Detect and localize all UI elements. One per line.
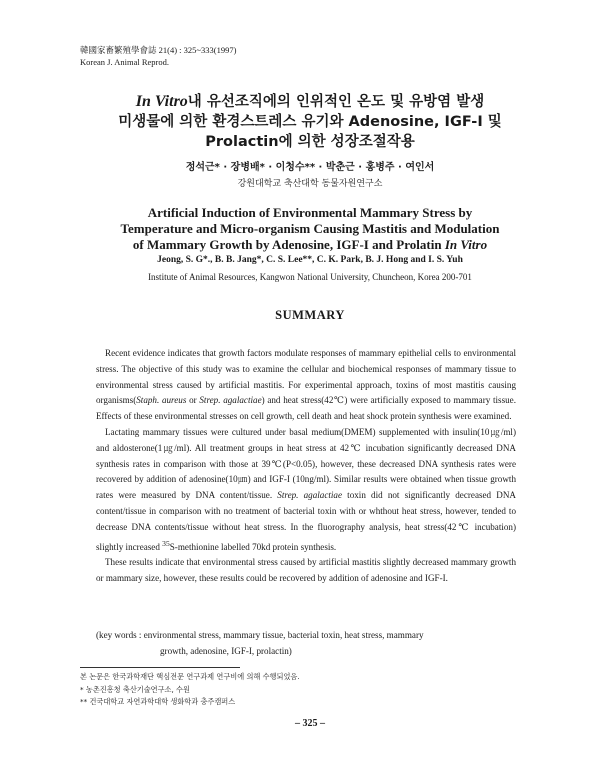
korean-title-line2: 미생물에 의한 환경스트레스 유기와 Adenosine, IGF-I 및 <box>118 114 502 130</box>
korean-title-line1 <box>80 92 540 112</box>
korean-title-line3: Prolactin에 의한 성장조절작용 <box>205 134 415 150</box>
english-title-line2: Temperature and Micro-organism Causing Mastitis and Modulation <box>120 221 500 236</box>
p1-species-1: Staph. aureus <box>136 395 187 406</box>
p2-isotope: 35 <box>162 538 170 548</box>
journal-citation-english: Korean J. Animal Reprod. <box>80 57 169 67</box>
english-authors: Jeong, S. G*., B. B. Jang*, C. S. Lee**, C. K. Park, B. J. Hong and I. S. Yuh <box>157 255 463 265</box>
english-title-line3 <box>80 237 540 253</box>
p1-text-a: Recent evidence indicates that growth factors modulate responses of mammary epithelial cells to environmental stress. The objective of this study was to examine the cellular and biochemical responses of mammary tissue to environmental stress caused by artificial mastitis. For experimental approach, toxins of most mastitis causing organisms( <box>96 348 516 406</box>
keywords-line1: (key words : environmental stress, mammary tissue, bacterial toxin, heat stress, mammary <box>96 630 424 640</box>
journal-citation-korean: 韓國家畜繁殖學會誌 21(4) : 325~333(1997) <box>80 45 237 55</box>
korean-title-italic: In Vitro <box>135 93 188 110</box>
english-title-line3-prefix: of Mammary Growth by Adenosine, IGF-I and Prolatin <box>132 237 445 252</box>
english-title-line1: Artificial Induction of Environmental Mammary Stress by <box>147 205 473 220</box>
footnote-affiliation-1: * 농촌진흥청 축산기술연구소, 수원 <box>80 684 190 694</box>
korean-authors: 정석근* · 장병배* · 이청수** · 박춘근 · 홍병주 · 여인서 <box>185 162 435 173</box>
p1-species-2: Strep. agalactiae <box>199 395 262 406</box>
footnote-funding: 본 논문은 한국과학재단 핵심전문 연구과제 연구비에 의해 수행되었음. <box>80 672 300 681</box>
abstract-paragraph-2 <box>96 425 516 555</box>
english-title <box>80 205 540 253</box>
keywords <box>96 628 516 659</box>
p2-text-b: toxin did not significantly decreased DNA content/tissue in comparison with no treatment of bacterial toxin with or whthout heat stress, however, tended to decrease DNA contents/tissue without heat stress. In the fluorography analysis, heat stress(42℃ incubation) slightly increased <box>96 490 516 552</box>
footnotes <box>80 671 300 709</box>
abstract-body <box>96 346 516 587</box>
korean-institution: 강원대학교 축산대학 동물자원연구소 <box>237 179 383 189</box>
abstract-paragraph-3: These results indicate that environmental stress caused by artificial mastitis slightly decreased mammary growth or mammary size, however, these results could be recovered by addition of adenosine and IGF-I. <box>96 557 516 584</box>
english-institution: Institute of Animal Resources, Kangwon National University, Chuncheon, Korea 200-701 <box>148 272 472 282</box>
p2-species: Strep. agalactiae <box>277 490 342 501</box>
korean-title <box>80 92 540 152</box>
summary-heading: SUMMARY <box>275 308 345 322</box>
journal-citation <box>80 44 236 68</box>
footnote-divider <box>80 667 240 668</box>
english-title-italic: In Vitro <box>444 237 488 252</box>
page-number: – 325 – <box>295 718 325 729</box>
korean-title-line1-rest: 내 유선조직에의 인위적인 온도 및 유방염 발생 <box>187 94 485 110</box>
p2-text-c: S-methionine labelled 70kd protein synthesis. <box>169 541 337 552</box>
abstract-paragraph-1 <box>96 346 516 425</box>
p1-text-c: ) and heat stress(42℃) were artificially exposed to mammary tissue. Effects of these environmental stresses on cell growth, cell death and heat shock protein synthesis were examined. <box>96 395 516 422</box>
p2-text-a: Lactating mammary tissues were cultured under basal medium(DMEM) supplemented with insulin(10㎍/ml) and aldosterone(1㎍/ml). All treatment groups in heat stress at 42℃ incubation significantly decreased DNA synthesis rates in comparison with those at 39℃(P<0.05), however, these decreased DNA synthesis rates were recovered by addition of adenosine(10㎛) and IGF-I (10ng/ml). Similar results were obtained when tissue growth rates were measured by DNA content/tissue. <box>96 426 516 501</box>
keywords-line2: growth, adenosine, IGF-I, prolactin) <box>160 645 292 656</box>
p1-text-b: or <box>186 395 200 406</box>
footnote-affiliation-2: ** 건국대학교 자연과학대학 생화학과 충주캠퍼스 <box>80 697 236 706</box>
